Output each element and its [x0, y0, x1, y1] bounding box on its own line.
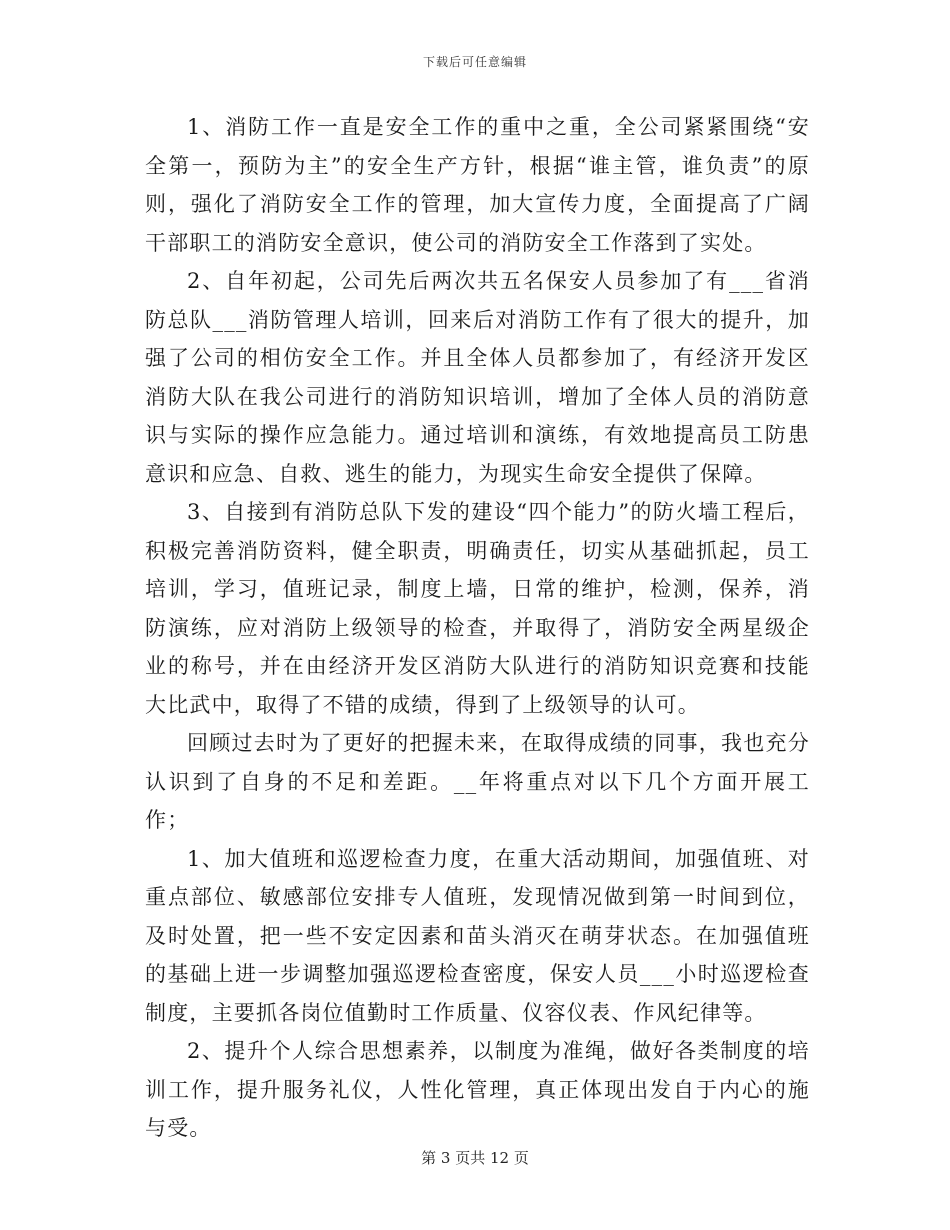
paragraph-training: 2、自年初起，公司先后两次共五名保安人员参加了有___省消防总队___消防管理人培训，回来后对消防工作有了很大的提升，加强了公司的相仿安全工作。并且全体人员都参加了，有经济开发区消防大队在我公司进行的消防知识培训，增加了全体人员的消防意识与实际的操作应急能力。通过培训和演练，有效地提高员工防患意识和应急、自救、逃生的能力，为现实生命安全提供了保障。 — [145, 269, 810, 486]
page-footer: 第 3 页共 12 页 — [421, 1149, 529, 1167]
page-header: 下载后可任意编辑 — [422, 55, 527, 69]
paragraph-firewall-project: 3、自接到有消防总队下发的建设“四个能力”的防火墙工程后，积极完善消防资料，健全职责，明确责任，切实从基础抓起，员工培训，学习，值班记录，制度上墙，日常的维护，检测，保养，消防演练，应对消防上级领导的检查，并取得了，消防安全两星级企业的称号，并在由经济开发区消防大队进行的消防知识竞赛和技能大比武中，取得了不错的成绩，得到了上级领导的认可。 — [145, 500, 810, 717]
document-body — [145, 108, 810, 1148]
paragraph-fire-work-priority: 1、消防工作一直是安全工作的重中之重，全公司紧紧围绕“安全第一，预防为主”的安全生产方针，根据“谁主管，谁负责”的原则，强化了消防安全工作的管理，加大宣传力度，全面提高了广阔干部职工的消防安全意识，使公司的消防安全工作落到了实处。 — [145, 115, 810, 255]
paragraph-patrol-plan: 1、加大值班和巡逻检查力度，在重大活动期间，加强值班、对重点部位、敏感部位安排专人值班，发现情况做到第一时间到位，及时处置，把一些不安定因素和苗头消灭在萌芽状态。在加强值班的基础上进一步调整加强巡逻检查密度，保安人员___小时巡逻检查制度，主要抓各岗位值勤时工作质量、仪容仪表、作风纪律等。 — [145, 846, 810, 1025]
paragraph-review: 回顾过去时为了更好的把握未来，在取得成绩的同事，我也充分认识到了自身的不足和差距。__年将重点对以下几个方面开展工作； — [145, 731, 810, 832]
paragraph-quality-plan: 2、提升个人综合思想素养，以制度为准绳，做好各类制度的培训工作，提升服务礼仪，人性化管理，真正体现出发自于内心的施与受。 — [145, 1039, 810, 1140]
